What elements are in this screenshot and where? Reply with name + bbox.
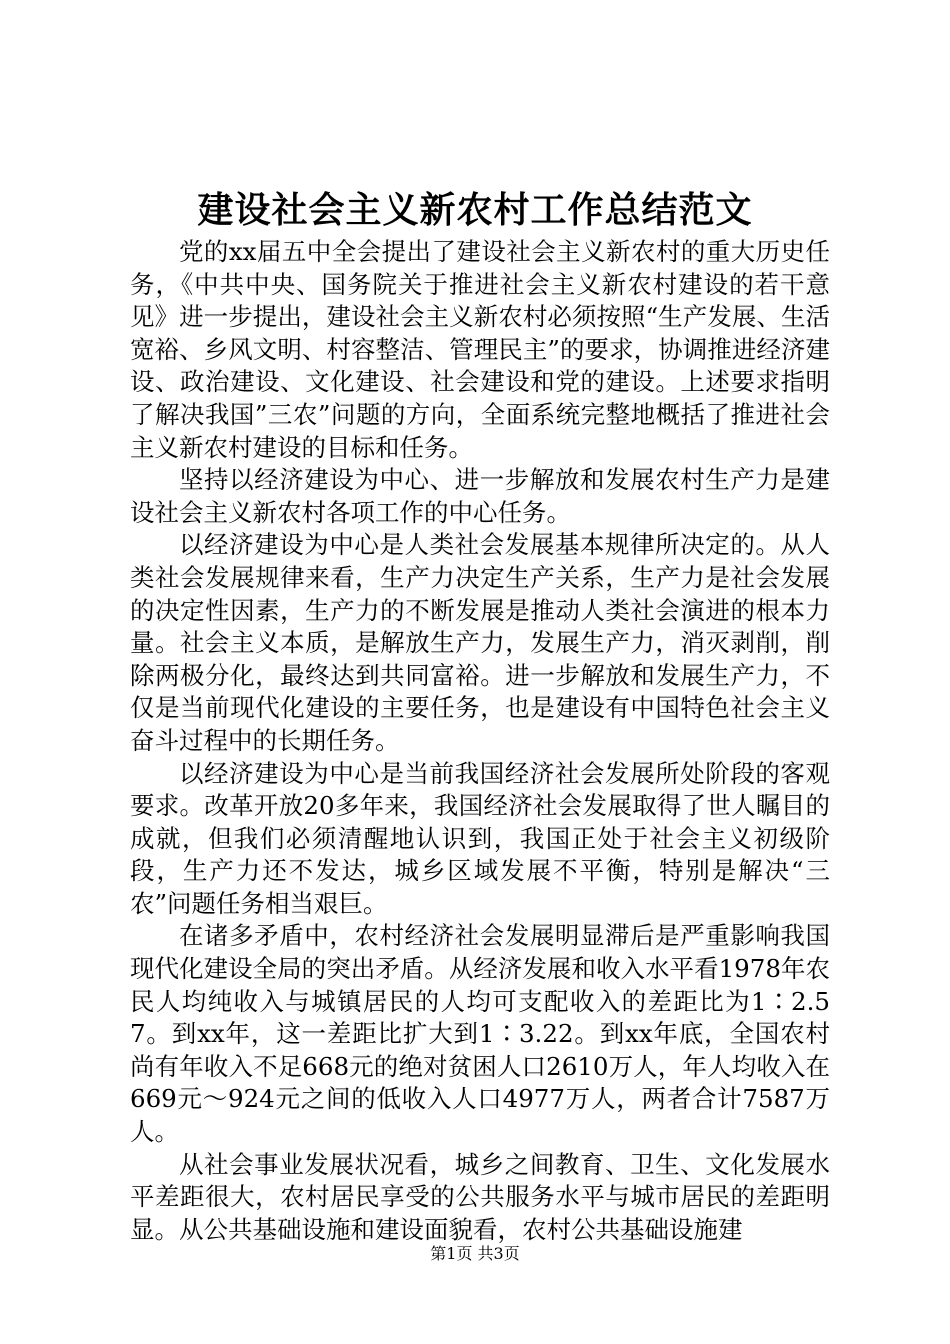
paragraph: 在诸多矛盾中，农村经济社会发展明显滞后是严重影响我国现代化建设全局的突出矛盾。从经济发展和收入水平看1978年农民人均纯收入与城镇居民的人均可支配收入的差距比为1∶2.57。到xx年，这一差距比扩大到1∶3.22。到xx年底，全国农村尚有年收入不足668元的绝对贫困人口2610万人，年人均收入在669元～924元之间的低收入人口4977万人，两者合计7587万人。 — [130, 921, 830, 1147]
document-title: 建设社会主义新农村工作总结范文 — [197, 189, 753, 231]
paragraph: 以经济建设为中心是当前我国经济社会发展所处阶段的客观要求。改革开放20多年来，我国经济社会发展取得了世人瞩目的成就，但我们必须清醒地认识到，我国正处于社会主义初级阶段，生产力还不发达，城乡区域发展不平衡，特别是解决“三农”问题任务相当艰巨。 — [130, 758, 830, 918]
paragraph: 以经济建设为中心是人类社会发展基本规律所决定的。从人类社会发展规律来看，生产力决定生产关系，生产力是社会发展的决定性因素，生产力的不断发展是推动人类社会演进的根本力量。社会主义本质，是解放生产力，发展生产力，消灭剥削，削除两极分化，最终达到共同富裕。进一步解放和发展生产力，不仅是当前现代化建设的主要任务，也是建设有中国特色社会主义奋斗过程中的长期任务。 — [130, 530, 830, 755]
document-body — [130, 236, 830, 1246]
paragraph: 从社会事业发展状况看，城乡之间教育、卫生、文化发展水平差距很大，农村居民享受的公共服务水平与城市居民的差距明显。从公共基础设施和建设面貌看，农村公共基础设施建 — [130, 1149, 830, 1244]
paragraph: 坚持以经济建设为中心、进一步解放和发展农村生产力是建设社会主义新农村各项工作的中心任务。 — [130, 465, 830, 527]
page-number-footer: 第1页 共3页 — [430, 1244, 520, 1263]
paragraph: 党的xx届五中全会提出了建设社会主义新农村的重大历史任务，《中共中央、国务院关于推进社会主义新农村建设的若干意见》进一步提出，建设社会主义新农村必须按照“生产发展、生活宽裕、乡风文明、村容整洁、管理民主”的要求，协调推进经济建设、政治建设、文化建设、社会建设和党的建设。上述要求指明了解决我国”三农”问题的方向，全面系统完整地概括了推进社会主义新农村建设的目标和任务。 — [130, 237, 830, 462]
